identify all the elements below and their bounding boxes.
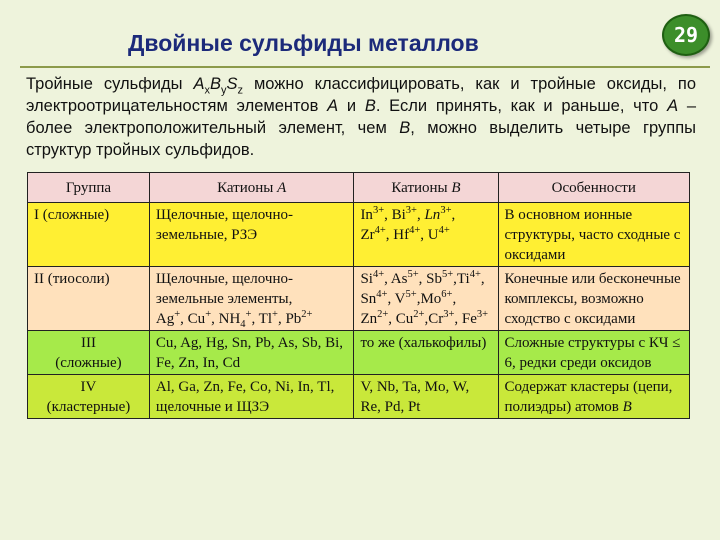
ion: , U bbox=[420, 227, 439, 243]
features-cell: Сложные структуры с КЧ ≤ 6, редки среди оксидов bbox=[498, 331, 689, 375]
ion: , Cu bbox=[388, 311, 414, 327]
features-text: Содержат кластеры (цепи, полиэдры) атомов bbox=[504, 379, 673, 415]
group-name: (сложные) bbox=[55, 355, 122, 371]
charge: 3+ bbox=[476, 309, 489, 320]
ion: Si bbox=[360, 271, 373, 287]
header-cations-b-label: Катионы bbox=[391, 180, 452, 196]
ion: In bbox=[360, 207, 373, 223]
subscript: 4 bbox=[240, 319, 246, 330]
charge: 4+ bbox=[469, 269, 481, 280]
ion: ,Ti bbox=[453, 271, 470, 287]
charge: 3+ bbox=[443, 309, 455, 320]
ion: , Bi bbox=[384, 207, 406, 223]
group-cell bbox=[28, 267, 150, 331]
cations-b-cell bbox=[354, 267, 498, 331]
ion: , NH bbox=[211, 311, 241, 327]
table-row bbox=[28, 375, 690, 419]
element-b: B bbox=[399, 119, 411, 137]
group-name: (сложные) bbox=[42, 207, 110, 223]
cations-b-cell: V, Nb, Ta, Mo, W, Re, Pd, Pt bbox=[354, 375, 498, 419]
sulfide-groups-table bbox=[27, 172, 690, 419]
ion: , Zn bbox=[360, 291, 457, 327]
formula-sub-x: x bbox=[204, 84, 210, 97]
intro-text: и bbox=[338, 97, 365, 115]
ion: , Sn bbox=[360, 271, 485, 307]
charge: 2+ bbox=[301, 309, 313, 320]
charge: + bbox=[245, 309, 252, 320]
cations-b-cell bbox=[354, 203, 498, 267]
header-cations-a bbox=[149, 173, 354, 203]
separator: , bbox=[416, 207, 425, 223]
group-number: III bbox=[80, 335, 96, 351]
page-number-badge: 29 bbox=[662, 14, 710, 56]
cations-a-cell bbox=[149, 267, 354, 331]
cations-a-cell: Cu, Ag, Hg, Sn, Pb, As, Sb, Bi, Fe, Zn, In, Cd bbox=[149, 331, 354, 375]
charge: 5+ bbox=[407, 269, 419, 280]
ion: Ag bbox=[155, 311, 175, 327]
charge: 4+ bbox=[438, 225, 450, 236]
ion: , Pb bbox=[277, 311, 302, 327]
features-cell: В основном ионные структуры, часто сходные с оксидами bbox=[498, 203, 689, 267]
charge: 3+ bbox=[372, 205, 385, 216]
charge: 6+ bbox=[441, 289, 453, 300]
group-number: IV bbox=[80, 379, 97, 395]
group-name: (тиосоли) bbox=[47, 271, 110, 287]
cations-a-cell: Al, Ga, Zn, Fe, Co, Ni, In, Tl, щелочные и ЩЗЭ bbox=[149, 375, 354, 419]
group-cell bbox=[28, 375, 150, 419]
formula-sub-y: y bbox=[220, 84, 227, 97]
charge: + bbox=[205, 309, 212, 320]
charge: + bbox=[272, 309, 278, 320]
charge: 4+ bbox=[409, 225, 421, 236]
charge: 5+ bbox=[405, 289, 417, 300]
cations-a-cell: Щелочные, щелочно-земельные, РЗЭ bbox=[149, 203, 354, 267]
element-a: A bbox=[327, 97, 339, 115]
ion: Ln bbox=[424, 207, 441, 223]
features-cell bbox=[498, 375, 689, 419]
header-features: Особенности bbox=[498, 173, 689, 203]
separator: , bbox=[451, 207, 456, 223]
intro-paragraph bbox=[26, 73, 696, 161]
group-number: I bbox=[34, 207, 39, 223]
intro-text: можно классифицировать, как и тройные оксиды, по электроотрицательностям элементов bbox=[26, 75, 696, 115]
charge: 2+ bbox=[377, 309, 389, 320]
charge: + bbox=[174, 309, 181, 320]
ion: , Hf bbox=[385, 227, 410, 243]
title-divider bbox=[20, 66, 710, 68]
formula-a: A bbox=[193, 75, 205, 93]
charge: 3+ bbox=[405, 205, 417, 216]
formula-b: B bbox=[209, 75, 221, 93]
charge: 3+ bbox=[440, 205, 452, 216]
intro-text: , можно выделить четыре группы структур тройных сульфидов. bbox=[26, 119, 696, 159]
ion: , Cu bbox=[180, 311, 206, 327]
ion: , V bbox=[387, 291, 406, 307]
ion: , Fe bbox=[454, 311, 477, 327]
charge: 4+ bbox=[374, 225, 386, 236]
ion: ,Cr bbox=[424, 311, 444, 327]
cations-b-cell: то же (халькофилы) bbox=[354, 331, 498, 375]
ion: , Sb bbox=[418, 271, 442, 287]
element-a: A bbox=[667, 97, 679, 115]
ion: Zr bbox=[360, 227, 375, 243]
slide-title: Двойные сульфиды металлов bbox=[128, 30, 479, 56]
header-cations-b bbox=[354, 173, 498, 203]
features-cell: Конечные или бесконечные комплексы, возможно сходство с оксидами bbox=[498, 267, 689, 331]
group-number: II bbox=[34, 271, 44, 287]
cations-a-text: Щелочные, щелочно-земельные элементы, bbox=[155, 271, 293, 307]
header-cations-b-letter: B bbox=[451, 180, 461, 196]
header-cations-a-letter: A bbox=[277, 180, 287, 196]
charge: 2+ bbox=[413, 309, 425, 320]
table-row bbox=[28, 203, 690, 267]
header-group: Группа bbox=[28, 173, 150, 203]
charge: 4+ bbox=[372, 269, 385, 280]
charge: 4+ bbox=[376, 289, 388, 300]
intro-text: – более электроположительный элемент, чем bbox=[26, 97, 696, 137]
group-name: (кластерные) bbox=[46, 399, 131, 415]
intro-text: Тройные сульфиды bbox=[26, 75, 194, 93]
group-cell bbox=[28, 331, 150, 375]
ion: ,Mo bbox=[416, 291, 442, 307]
table-row bbox=[28, 267, 690, 331]
formula-s: S bbox=[226, 75, 238, 93]
group-cell bbox=[28, 203, 150, 267]
ion: , Tl bbox=[251, 311, 273, 327]
ion: , As bbox=[384, 271, 408, 287]
table-header-row bbox=[28, 173, 690, 203]
element-b: B bbox=[622, 399, 632, 415]
header-cations-a-label: Катионы bbox=[217, 180, 278, 196]
intro-text: . Если принять, как и раньше, что bbox=[375, 97, 668, 115]
charge: 5+ bbox=[441, 269, 454, 280]
table-row bbox=[28, 331, 690, 375]
element-b: B bbox=[364, 97, 376, 115]
formula-sub-z: z bbox=[237, 84, 243, 97]
